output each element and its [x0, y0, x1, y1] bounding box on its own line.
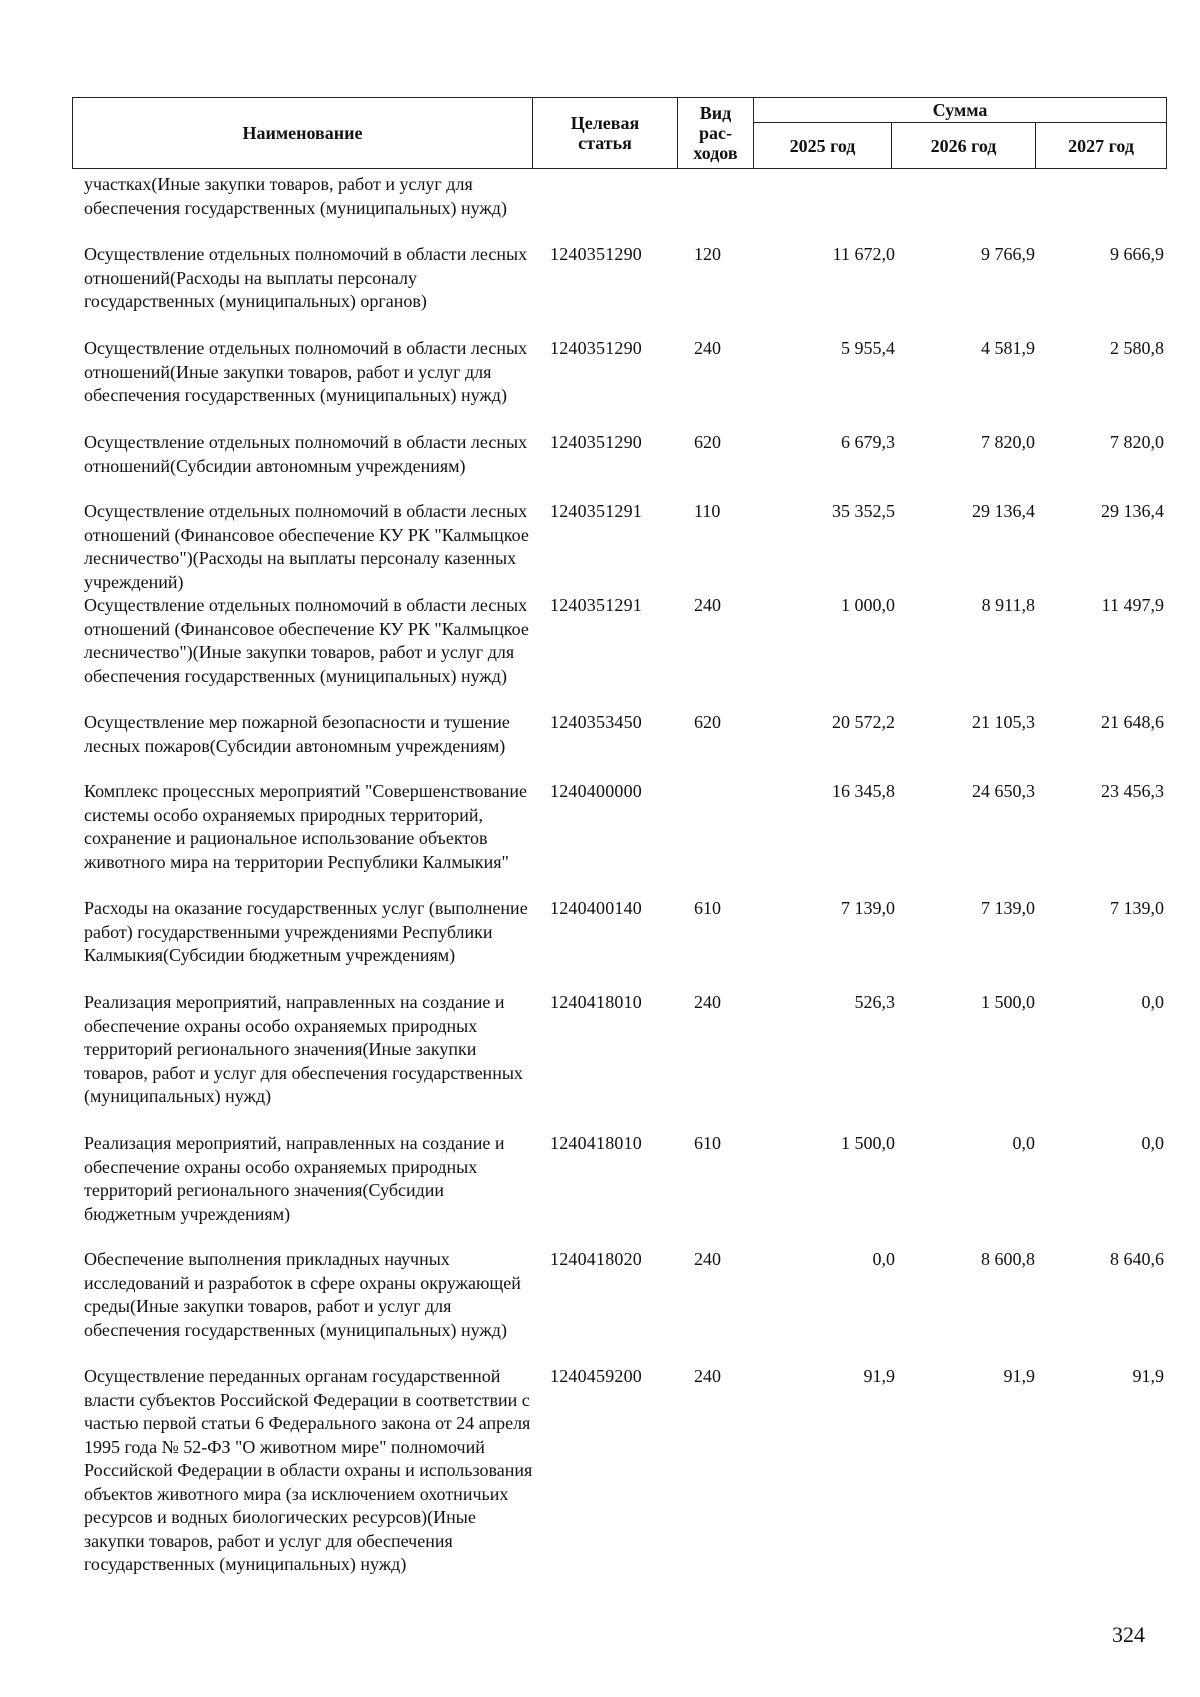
- row-2025: 1 500,0: [841, 1133, 895, 1153]
- row-type: 120: [694, 244, 721, 264]
- row-code: 1240351291: [550, 501, 642, 521]
- row-name: Осуществление отдельных полномочий в области лесных отношений (Финансовое обеспечение КУ РК "Калмыцкое лесничество")(Расходы на выплаты персоналу казенных учреждений): [84, 501, 529, 592]
- row-name: Реализация мероприятий, направленных на создание и обеспечение охраны особо охраняемых природных территорий регионального значения(Субсидии бюджетным учреждениям): [84, 1133, 505, 1224]
- row-2027: 7 139,0: [1110, 898, 1164, 918]
- row-name: Осуществление отдельных полномочий в области лесных отношений(Субсидии автономным учреждениям): [84, 432, 528, 476]
- header-name: Наименование: [73, 98, 533, 169]
- row-name: Комплекс процессных мероприятий "Совершенствование системы особо охраняемых природных территорий, сохранение и рациональное использование объектов животного мира на территории Республики Калмыкия": [84, 781, 527, 872]
- header-code: Целевая статья: [533, 98, 678, 169]
- row-code: 1240351290: [550, 338, 642, 358]
- row-2025: 11 672,0: [832, 244, 895, 264]
- row-name: Осуществление отдельных полномочий в области лесных отношений(Иные закупки товаров, работ и услуг для обеспечения государственных (муниципальных) нужд): [84, 338, 528, 405]
- row-name: Реализация мероприятий, направленных на создание и обеспечение охраны особо охраняемых природных территорий регионального значения(Иные закупки товаров, работ и услуг для обеспечения государственных (муниципальных) нужд): [84, 992, 523, 1106]
- row-2027: 91,9: [1132, 1366, 1164, 1386]
- row-2027: 21 648,6: [1101, 712, 1164, 732]
- row-2026: 8 600,8: [981, 1249, 1035, 1269]
- row-2026: 24 650,3: [972, 781, 1035, 801]
- row-2025: 7 139,0: [841, 898, 895, 918]
- row-2026: 0,0: [1012, 1133, 1035, 1153]
- row-2027: 0,0: [1141, 992, 1164, 1012]
- row-code: 1240353450: [550, 712, 642, 732]
- row-2026: 7 139,0: [981, 898, 1035, 918]
- row-code: 1240351290: [550, 432, 642, 452]
- header-year-2026: 2026 год: [892, 123, 1036, 169]
- row-2025: 0,0: [872, 1249, 895, 1269]
- row-type: 240: [694, 595, 721, 615]
- row-2027: 0,0: [1141, 1133, 1164, 1153]
- row-name: участках(Иные закупки товаров, работ и услуг для обеспечения государственных (муниципальных) нужд): [84, 174, 507, 218]
- row-code: 1240400000: [550, 781, 642, 801]
- row-type: 620: [694, 712, 721, 732]
- row-2027: 29 136,4: [1101, 501, 1164, 521]
- row-2025: 5 955,4: [841, 338, 895, 358]
- row-2025: 35 352,5: [832, 501, 895, 521]
- row-type: 240: [694, 992, 721, 1012]
- row-2026: 91,9: [1003, 1366, 1035, 1386]
- header-year-2025: 2025 год: [754, 123, 892, 169]
- header-sum: Сумма: [754, 98, 1167, 123]
- row-2026: 4 581,9: [981, 338, 1035, 358]
- row-2027: 23 456,3: [1101, 781, 1164, 801]
- row-name: Осуществление мер пожарной безопасности и тушение лесных пожаров(Субсидии автономным учреждениям): [84, 712, 510, 756]
- page-number: 324: [1112, 1622, 1145, 1647]
- row-2027: 7 820,0: [1110, 432, 1164, 452]
- row-code: 1240459200: [550, 1366, 642, 1386]
- header-type: Вид рас-ходов: [678, 98, 754, 169]
- row-type: 240: [694, 1366, 721, 1386]
- row-type: 610: [694, 1133, 721, 1153]
- row-2026: 21 105,3: [972, 712, 1035, 732]
- row-2027: 9 666,9: [1110, 244, 1164, 264]
- row-2027: 8 640,6: [1110, 1249, 1164, 1269]
- row-name: Осуществление отдельных полномочий в области лесных отношений (Финансовое обеспечение КУ РК "Калмыцкое лесничество")(Иные закупки товаров, работ и услуг для обеспечения государственных (муниципальных) нужд): [84, 595, 529, 686]
- row-name: Расходы на оказание государственных услуг (выполнение работ) государственными учреждениями Республики Калмыкия(Субсидии бюджетным учреждениям): [84, 898, 528, 965]
- row-type: 240: [694, 1249, 721, 1269]
- row-code: 1240351291: [550, 595, 642, 615]
- row-type: 110: [694, 501, 721, 521]
- row-code: 1240418020: [550, 1249, 642, 1269]
- row-code: 1240351290: [550, 244, 642, 264]
- row-2025: 526,3: [854, 992, 895, 1012]
- row-2025: 16 345,8: [832, 781, 895, 801]
- row-code: 1240418010: [550, 992, 642, 1012]
- row-2026: 9 766,9: [981, 244, 1035, 264]
- header-year-2027: 2027 год: [1036, 123, 1167, 169]
- row-code: 1240400140: [550, 898, 642, 918]
- row-type: 620: [694, 432, 721, 452]
- row-type: 610: [694, 898, 721, 918]
- row-name: Осуществление переданных органам государственной власти субъектов Российской Федерации в соответствии с частью первой статьи 6 Федерального закона от 24 апреля 1995 года № 52-ФЗ "О животном мире" полномочий Российской Федерации в области охраны и использования объектов животного мира (за исключением охотничьих ресурсов и водных биологических ресурсов)(Иные закупки товаров, работ и услуг для обеспечения государственных (муниципальных) нужд): [84, 1366, 533, 1574]
- row-2025: 20 572,2: [832, 712, 895, 732]
- row-2026: 29 136,4: [972, 501, 1035, 521]
- row-2026: 7 820,0: [981, 432, 1035, 452]
- row-name: Осуществление отдельных полномочий в области лесных отношений(Расходы на выплаты персоналу государственных (муниципальных) органов): [84, 244, 528, 311]
- row-2025: 91,9: [863, 1366, 895, 1386]
- row-type: 240: [694, 338, 721, 358]
- row-2027: 11 497,9: [1101, 595, 1164, 615]
- row-2025: 1 000,0: [841, 595, 895, 615]
- row-2025: 6 679,3: [841, 432, 895, 452]
- row-2027: 2 580,8: [1110, 338, 1164, 358]
- row-2026: 8 911,8: [981, 595, 1035, 615]
- row-code: 1240418010: [550, 1133, 642, 1153]
- row-name: Обеспечение выполнения прикладных научных исследований и разработок в сфере охраны окружающей среды(Иные закупки товаров, работ и услуг для обеспечения государственных (муниципальных) нужд): [84, 1249, 521, 1340]
- table-header: [72, 97, 1167, 169]
- row-2026: 1 500,0: [981, 992, 1035, 1012]
